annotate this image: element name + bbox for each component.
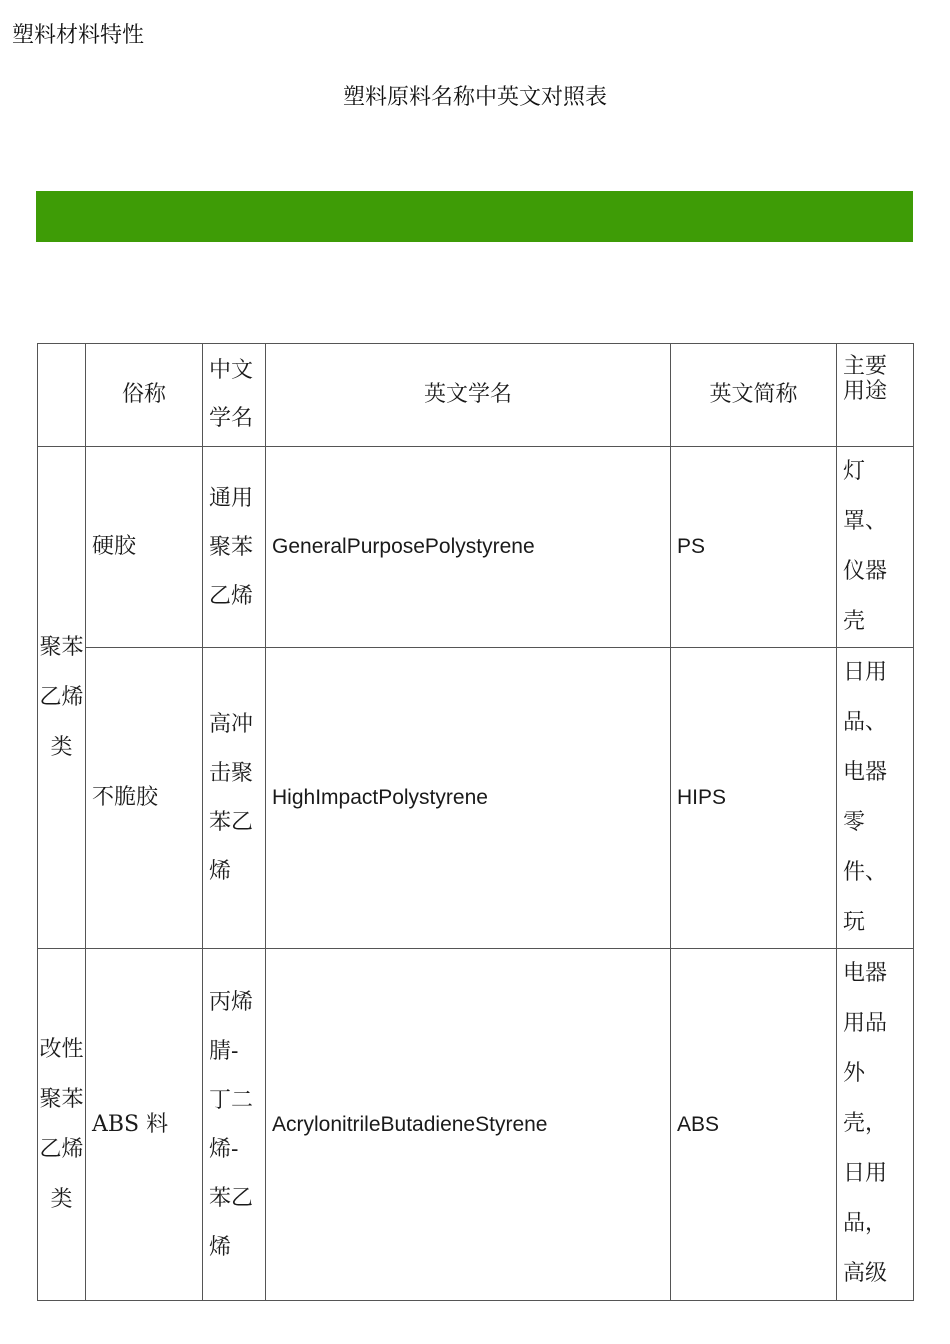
green-banner (36, 191, 913, 242)
category-cell: 聚苯乙烯类 (38, 447, 86, 949)
main-use-cell: 灯罩、仪器壳 (837, 447, 914, 648)
document-heading: 塑料材料特性 (12, 23, 145, 48)
table-row (38, 447, 914, 648)
english-name-cell: HighImpactPolystyrene (266, 648, 671, 949)
header-english-name: 英文学名 (266, 344, 671, 447)
english-name-cell: GeneralPurposePolystyrene (266, 447, 671, 648)
table-row (38, 949, 914, 1301)
chinese-name-cell: 高冲击聚苯乙烯 (203, 648, 266, 949)
header-abbreviation: 英文简称 (671, 344, 837, 447)
category-cell: 改性聚苯乙烯类 (38, 949, 86, 1301)
header-main-use: 主要用途 (837, 344, 914, 447)
abbreviation-cell: HIPS (671, 648, 837, 949)
chinese-name-cell: 通用聚苯乙烯 (203, 447, 266, 648)
common-name-cell: ABS 料 (86, 949, 203, 1301)
table-title: 塑料原料名称中英文对照表 (342, 85, 607, 110)
main-use-cell: 日用品、电器零件、玩 (837, 648, 914, 949)
table-row (38, 648, 914, 949)
abbreviation-cell: ABS (671, 949, 837, 1301)
main-use-cell: 电器用品外壳，日用品，高级 (837, 949, 914, 1301)
abbreviation-cell: PS (671, 447, 837, 648)
header-chinese-name: 中文学名 (203, 344, 266, 447)
english-name-cell: AcrylonitrileButadieneStyrene (266, 949, 671, 1301)
table-header-row (38, 344, 914, 447)
materials-table (37, 343, 914, 1301)
chinese-name-cell: 丙烯腈-丁二烯-苯乙烯 (203, 949, 266, 1301)
common-name-cell: 硬胶 (86, 447, 203, 648)
header-common-name: 俗称 (86, 344, 203, 447)
common-name-cell: 不脆胶 (86, 648, 203, 949)
header-category (38, 344, 86, 447)
